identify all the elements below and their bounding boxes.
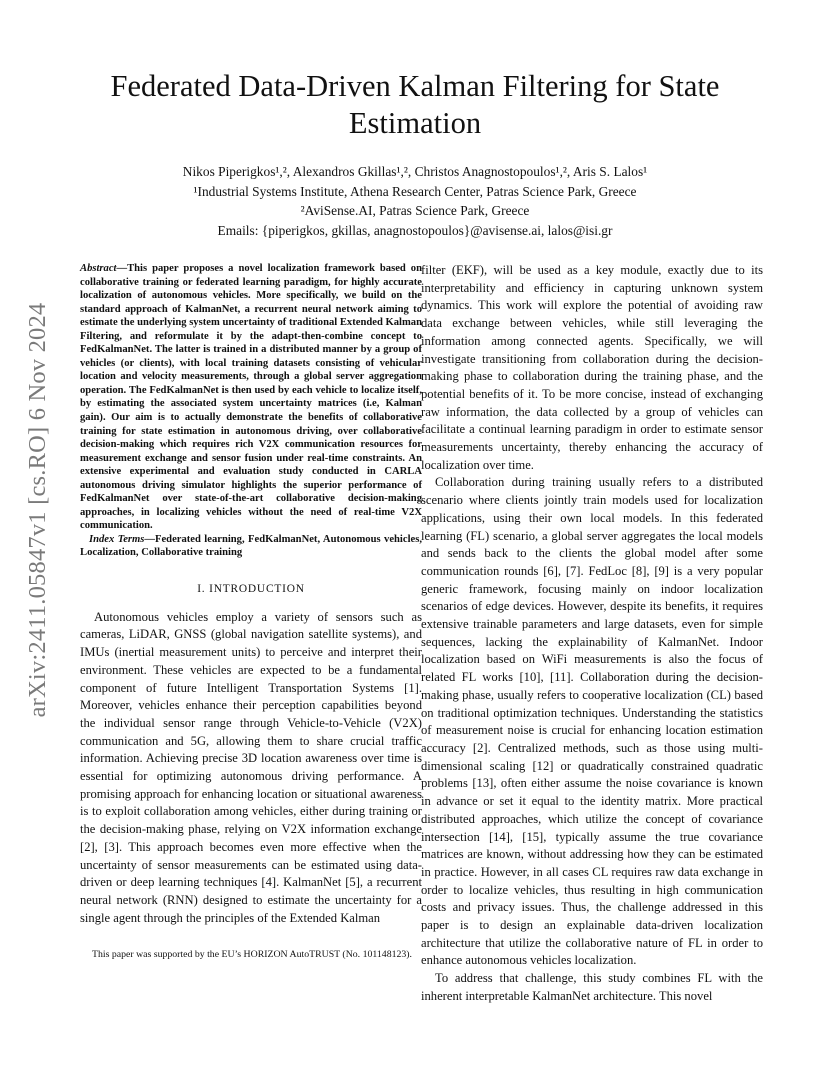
intro-paragraph-3: Collaboration during training usually refers to a distributed scenario where clients jointly train models used for localization applications, using their own local models. In this federated learning (FL) scenario, a global server aggregates the local models and sends back to the clients the global model after some communication rounds [6], [7]. FedLoc [8], [9] is a very popular generic framework, focusing mainly on indoor localization scenarios of edge devices. However, despite its benefits, it requires extensive trainable parameters and large datasets, even for simple sequences, lacking the explainability of KalmanNet. Indoor localization based on WiFi measurements is also the focus of related FL works [10], [11]. Collaboration during the decision-making phase, usually refers to cooperative localization (CL) based on traditional optimization techniques. Understanding the statistics of measurement noise is crucial for enhancing location estimation accuracy [2]. Centralized methods, such as those using multi-dimensional scaling [12] or quadratically constrained quadratic problems [13], often either assume the noise covariance is known in advance or set it equal to the identity matrix. More practical distributed approaches, which utilize the concept of covariance intersection [14], [15], typically assume the true covariance matrices are known, without addressing how they can be estimated in practice. However, in all cases CL requires raw data exchange in order to localize vehicles, thus resulting in high communication costs and privacy issues. Thus, the challenge addressed in this paper is to design an explainable data-driven localization architecture that utilize the collaborative nature of FL in order to enhance autonomous vehicles localization. <box>421 475 763 968</box>
right-column <box>421 262 763 1006</box>
index-terms-text: —Federated learning, FedKalmanNet, Autonomous vehicles, Localization, Collaborative training <box>80 533 422 559</box>
affiliation-2: ²AviSense.AI, Patras Science Park, Greece <box>300 203 530 219</box>
abstract-text: —This paper proposes a novel localization framework based on collaborative training or federated learning paradigm, for highly accurate localization of autonomous vehicles. More specifically, we build on the standard approach of KalmanNet, a recurrent neural network aiming to estimate the underlying system uncertainty of traditional Extended Kalman Filtering, and reformulate it by the adapt-then-combine concept to FedKalmanNet. The latter is trained in a distributed manner by a group of vehicles (or clients), with local training datasets consisting of vehicular location and velocity measurements, through a global server aggregation operation. The FedKalmanNet is then used by each vehicle to localize itself, by estimating the associated system uncertainty matrices (i.e, Kalman gain). Our aim is to actually demonstrate the benefits of collaborative training for state estimation in autonomous driving, over collaborative decision-making which requires rich V2X communication resources for measurement exchange and sensor fusion under real-time constraints. An extensive experimental and evaluation study conducted in CARLA autonomous driving simulator highlights the superior performance of FedKalmanNet over state-of-the-art collaborative decision-making approaches, in localizing vehicles without the need of real-time V2X communication. <box>80 263 422 532</box>
arxiv-identifier-text: arXiv:2411.05847v1 [cs.RO] 6 Nov 2024 <box>24 302 51 717</box>
author-block <box>70 162 760 240</box>
author-emails: Emails: {piperigkos, gkillas, anagnostopoulos}@avisense.ai, lalos@isi.gr <box>217 222 613 238</box>
index-terms-label: Index Terms <box>89 533 145 545</box>
intro-paragraph-2: filter (EKF), will be used as a key module, exactly due to its interpretability and efficiency in capturing unknown system dynamics. This work will explore the potential of avoiding raw data exchange between vehicles, while still leveraging the information among connected agents. Specifically, we will investigate transitioning from collaboration during the decision-making phase to collaboration during the training phase, and the potential benefits of it. To be more concise, instead of exchanging raw information, the data collected by a group of vehicles can facilitate a continual learning paradigm in order to estimate sensor measurements uncertainty, thereby enhancing the accuracy of localization over time. <box>421 263 763 472</box>
section-heading-introduction: I. INTRODUCTION <box>197 583 305 596</box>
index-terms <box>80 533 422 560</box>
funding-footnote: This paper was supported by the EU’s HORIZON AutoTRUST (No. 101148123). <box>92 949 413 960</box>
intro-paragraph-1: Autonomous vehicles employ a variety of sensors such as cameras, LiDAR, GNSS (global navigation satellite systems), and IMUs (inertial measurement units) to perceive and interpret their environment. These vehicles are expected to be a fundamental component of future Intelligent Transportation Systems [1]. Moreover, vehicles enhance their perception capabilities beyond the individual sensor range through Vehicle-to-Vehicle (V2X) communication and 5G, allowing them to share crucial traffic information. Achieving precise 3D location awareness over time is essential for optimizing autonomous driving performance. A promising approach for enhancing location or situational awareness is to exploit collaboration among vehicles, either during training or the decision-making phase, relying on V2X information exchange [2], [3]. This approach becomes even more effective when the uncertainty of sensor measurements can be estimated using data-driven or deep learning techniques [4]. KalmanNet [5], a recurrent neural network (RNN) designed to estimate the uncertainty for a single agent through the principles of the Extended Kalman <box>80 609 422 925</box>
paper-title: Federated Data-Driven Kalman Filtering for State Estimation <box>110 69 720 140</box>
abstract-label: Abstract <box>80 263 117 274</box>
author-names: Nikos Piperigkos¹,², Alexandros Gkillas¹,², Christos Anagnostopoulos¹,², Aris S. Lalos¹ <box>182 164 648 179</box>
arxiv-identifier <box>24 287 52 732</box>
intro-paragraph-4: To address that challenge, this study combines FL with the inherent interpretable KalmanNet architecture. This novel <box>421 971 763 1003</box>
affiliation-1: ¹Industrial Systems Institute, Athena Research Center, Patras Science Park, Greece <box>193 183 637 199</box>
left-column <box>80 262 422 927</box>
abstract <box>80 262 422 533</box>
